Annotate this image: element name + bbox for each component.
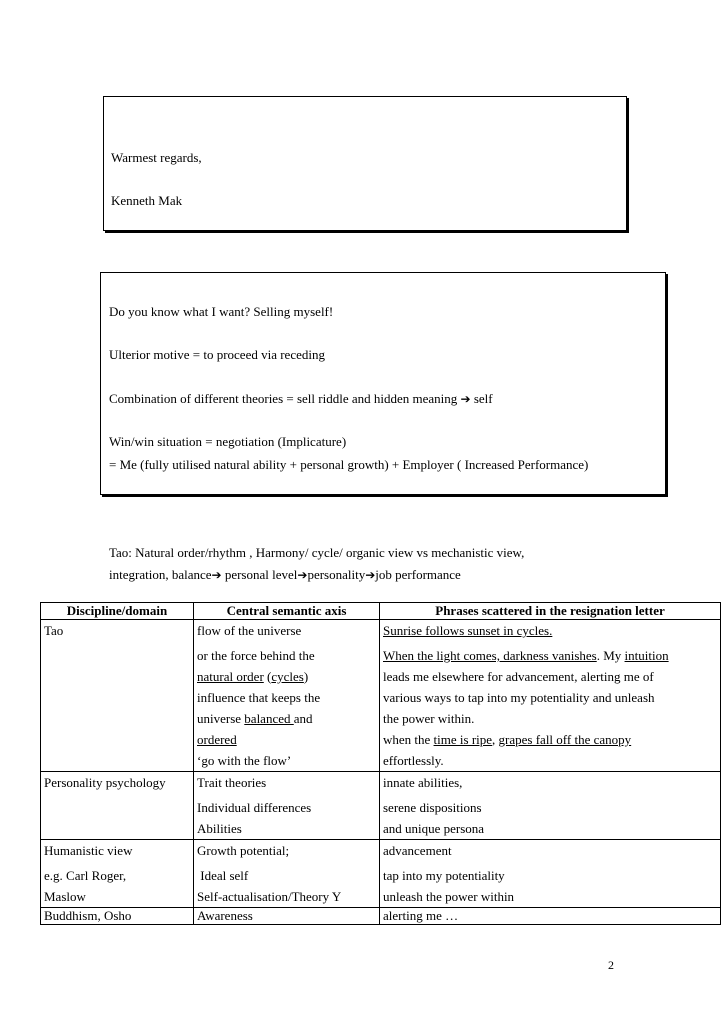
cell-text: effortlessly.: [383, 753, 444, 768]
motive-line-1: Do you know what I want? Selling myself!: [109, 304, 334, 319]
cell-text: Abilities: [197, 821, 242, 836]
plain-text: (: [263, 669, 272, 684]
col-header-discipline: Discipline/domain: [41, 603, 194, 620]
buddhism-discipline: [41, 908, 194, 925]
tao-intro-personal: personal level: [221, 567, 298, 582]
buddhism-phrases: [380, 908, 721, 925]
semantic-table: [40, 602, 721, 925]
arrow-icon: ➔: [297, 568, 308, 582]
cell-text: influence that keeps the: [197, 690, 321, 705]
cell-text: leads me elsewhere for advancement, alerting me of: [383, 669, 654, 684]
arrow-icon: ➔: [211, 568, 222, 582]
cell-text: Humanistic view: [44, 843, 133, 858]
underlined-phrase: cycles: [271, 669, 304, 684]
motive-line-2: Ulterior motive = to proceed via receding: [109, 347, 325, 362]
humanistic-phrases: [380, 840, 721, 908]
underlined-phrase: intuition: [624, 648, 669, 663]
cell-text: [197, 666, 376, 687]
motive-line-3: [109, 391, 493, 407]
table-row-buddhism: [41, 908, 721, 925]
cell-text: Growth potential;: [197, 843, 290, 858]
cell-text: [383, 620, 717, 641]
tao-phrases: [380, 620, 721, 772]
humanistic-discipline: [41, 840, 194, 908]
table-row-tao: [41, 620, 721, 772]
plain-text: ,: [492, 732, 499, 747]
motive-line-4: Win/win situation = negotiation (Implicature): [109, 434, 347, 449]
motive-box: [100, 272, 666, 495]
arrow-icon: ➔: [365, 568, 376, 582]
tao-intro-job: job performance: [375, 567, 461, 582]
cell-text: Self-actualisation/Theory Y: [197, 889, 342, 904]
cell-text: [383, 645, 717, 666]
personality-phrases: [380, 772, 721, 840]
cell-text: serene dispositions: [383, 800, 482, 815]
cell-text: Awareness: [197, 908, 253, 923]
cell-text: unleash the power within: [383, 889, 515, 904]
cell-text: alerting me …: [383, 908, 459, 923]
cell-text: e.g. Carl Roger,: [44, 868, 127, 883]
signature-box: [103, 96, 627, 231]
col-header-axis: Central semantic axis: [194, 603, 380, 620]
tao-axis: [194, 620, 380, 772]
table-row-humanistic: [41, 840, 721, 908]
signature-name: Kenneth Mak: [111, 193, 183, 208]
underlined-phrase: natural order: [197, 669, 264, 684]
table-row-personality: [41, 772, 721, 840]
arrow-icon: ➔: [460, 392, 471, 406]
plain-text: ): [303, 669, 309, 684]
cell-text: the power within.: [383, 711, 475, 726]
underlined-phrase: grapes fall off the canopy: [498, 732, 632, 747]
cell-text: Individual differences: [197, 800, 312, 815]
motive-line-3-end: self: [473, 391, 493, 406]
tao-intro-personality: personality: [307, 567, 366, 582]
underlined-phrase: When the light comes, darkness vanishes: [383, 648, 597, 663]
underlined-phrase: balanced: [244, 711, 294, 726]
cell-text: [197, 729, 376, 750]
motive-line-3-text: Combination of different theories = sell riddle and hidden meaning: [109, 391, 458, 406]
cell-text: various ways to tap into my potentiality and unleash: [383, 690, 655, 705]
tao-intro-line-2: [109, 567, 461, 583]
cell-text: flow of the universe: [197, 623, 302, 638]
motive-line-5: = Me (fully utilised natural ability + personal growth) + Employer ( Increased Performance): [109, 457, 589, 472]
cell-text: ‘go with the flow’: [197, 753, 292, 768]
cell-text: innate abilities,: [383, 775, 463, 790]
cell-text: or the force behind the: [197, 648, 315, 663]
cell-text: tap into my potentiality: [383, 868, 505, 883]
underlined-phrase: ordered: [197, 732, 237, 747]
humanistic-axis: [194, 840, 380, 908]
cell-text: and unique persona: [383, 821, 485, 836]
cell-text: Tao: [44, 623, 64, 638]
underlined-phrase: time is ripe: [433, 732, 493, 747]
col-header-phrases: Phrases scattered in the resignation letter: [380, 603, 721, 620]
cell-text: advancement: [383, 843, 452, 858]
tao-intro-line-1: Tao: Natural order/rhythm , Harmony/ cycle/ organic view vs mechanistic view,: [109, 545, 525, 560]
buddhism-axis: [194, 908, 380, 925]
cell-text: Buddhism, Osho: [44, 908, 132, 923]
personality-axis: [194, 772, 380, 840]
plain-text: and: [293, 711, 313, 726]
tao-discipline: [41, 620, 194, 772]
cell-text: Trait theories: [197, 775, 267, 790]
plain-text: universe: [197, 711, 245, 726]
tao-intro-balance: integration, balance: [109, 567, 212, 582]
cell-text: Maslow: [44, 889, 86, 904]
cell-text: [197, 708, 376, 729]
table-header-row: [41, 603, 721, 620]
cell-text: Ideal self: [197, 868, 249, 883]
underlined-phrase: Sunrise follows sunset in cycles.: [383, 623, 553, 638]
page-number: 2: [608, 958, 614, 972]
cell-text: Personality psychology: [44, 775, 166, 790]
plain-text: . My: [596, 648, 625, 663]
regards-text: Warmest regards,: [111, 150, 202, 165]
personality-discipline: [41, 772, 194, 840]
cell-text: [383, 729, 717, 750]
plain-text: when the: [383, 732, 434, 747]
